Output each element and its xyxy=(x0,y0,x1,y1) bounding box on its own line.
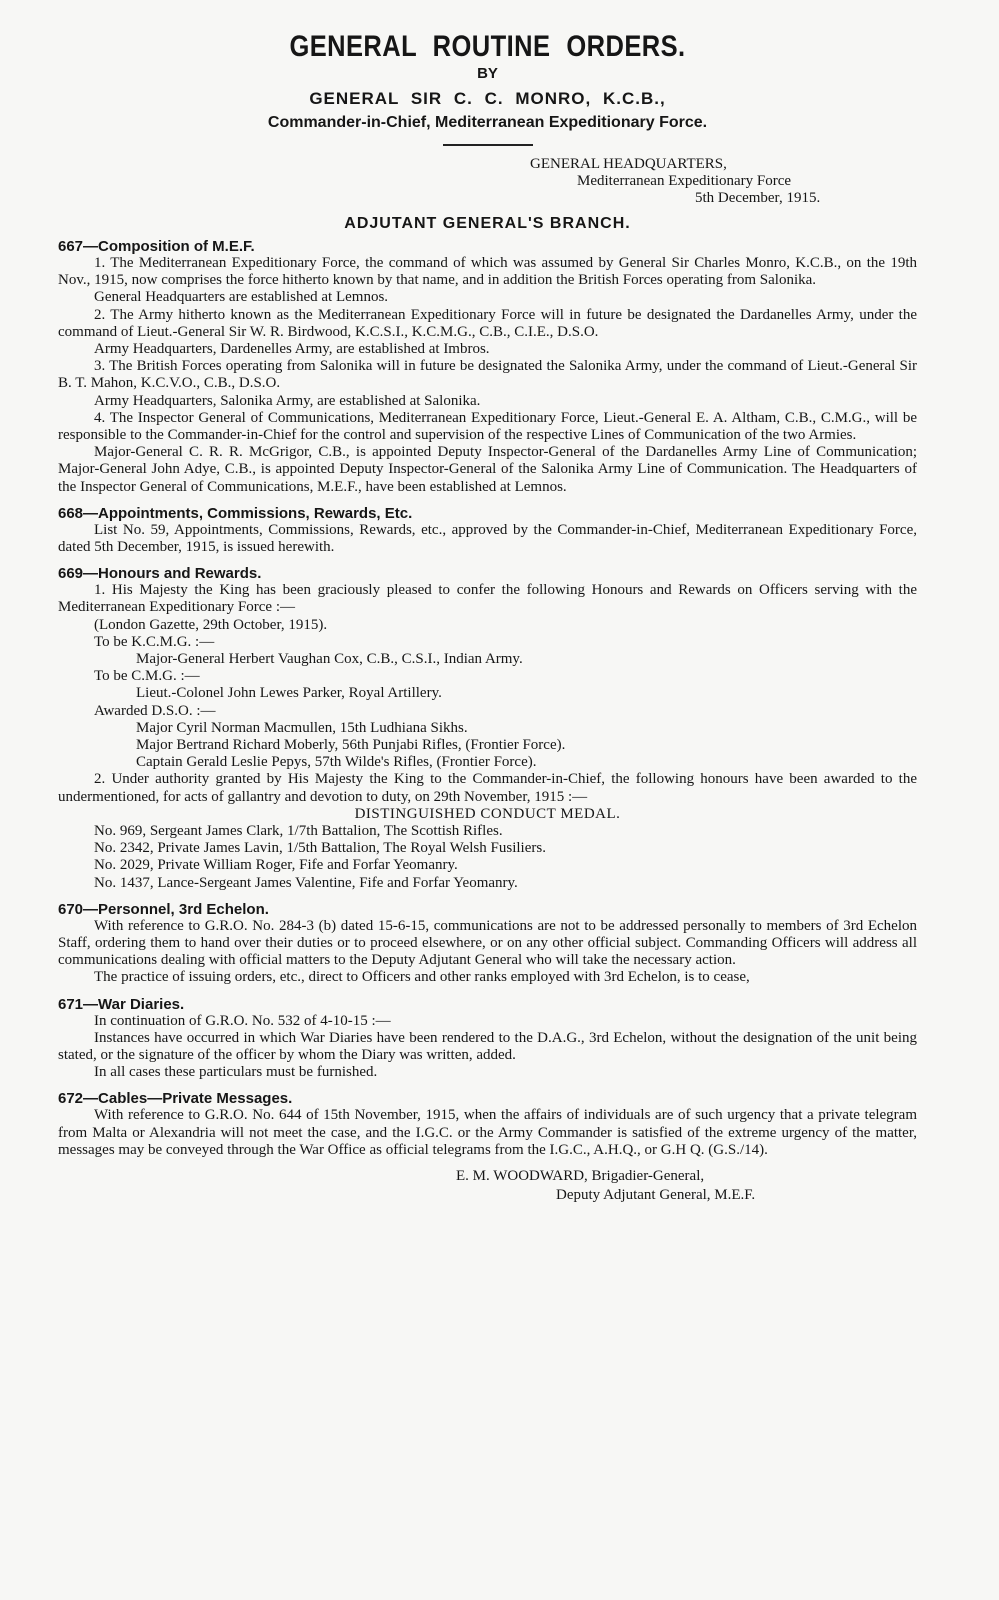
signatory-title: Deputy Adjutant General, M.E.F. xyxy=(556,1186,756,1203)
honour-recipient: Major Cyril Norman Macmullen, 15th Ludhiana Sikhs. xyxy=(136,719,468,736)
paragraph: General Headquarters are established at Lemnos. xyxy=(94,289,389,306)
honour-recipient: Captain Gerald Leslie Pepys, 57th Wilde's Rifles, (Frontier Force). xyxy=(136,754,537,771)
order-669 xyxy=(58,565,917,891)
medal-recipient: No. 969, Sergeant James Clark, 1/7th Battalion, The Scottish Rifles. xyxy=(94,822,503,839)
hq-line-1: GENERAL HEADQUARTERS, xyxy=(530,156,727,172)
medal-recipient: No. 1437, Lance-Sergeant James Valentine, Fife and Forfar Yeomanry. xyxy=(94,874,518,891)
signatory-name: E. M. WOODWARD, Brigadier-General, xyxy=(456,1167,705,1184)
order-671 xyxy=(58,996,917,1082)
paragraph: Major-General C. R. R. McGrigor, C.B., is appointed Deputy Inspector-General of the Dardanelles Army Line of Communication; Major-General John Adye, C.B., is appointed Deputy Inspector-General of the Salonika Army Line of Communication. The Headquarters of the Inspector General of Communications, M.E.F., have been established at Lemnos. xyxy=(58,444,917,495)
paragraph: In continuation of G.R.O. No. 532 of 4-10-15 :— xyxy=(94,1012,391,1029)
honour-label: To be C.M.G. :— xyxy=(94,668,200,685)
order-672 xyxy=(58,1090,917,1159)
header-rule xyxy=(443,144,533,146)
order-670 xyxy=(58,901,917,987)
paragraph: With reference to G.R.O. No. 284-3 (b) dated 15-6-15, communications are not to be addressed personally to members of 3rd Echelon Staff, ordering them to hand over their duties or to proceed elsewhere, or on any other official subject. Commanding Officers will address all communications dealing with official matters to the Deputy Adjutant General who will take the necessary action. xyxy=(58,917,917,969)
order-heading: 668—Appointments, Commissions, Rewards, Etc. xyxy=(58,504,413,522)
paragraph: 2. Under authority granted by His Majesty the King to the Commander-in-Chief, the following honours have been awarded to the undermentioned, for acts of gallantry and devotion to duty, on 29th November, 1915 :— xyxy=(58,771,917,805)
honour-label: Awarded D.S.O. :— xyxy=(94,702,216,719)
document-title: GENERAL ROUTINE ORDERS. xyxy=(289,30,686,63)
order-heading: 667—Composition of M.E.F. xyxy=(58,238,255,255)
order-heading: 672—Cables—Private Messages. xyxy=(58,1090,293,1108)
medal-recipient: No. 2029, Private William Roger, Fife and Forfar Yeomanry. xyxy=(94,857,458,874)
paragraph: Army Headquarters, Salonika Army, are established at Salonika. xyxy=(94,392,481,409)
medal-recipient: No. 2342, Private James Lavin, 1/5th Battalion, The Royal Welsh Fusiliers. xyxy=(94,840,546,857)
order-heading: 670—Personnel, 3rd Echelon. xyxy=(58,900,269,918)
issuer-name: GENERAL SIR C. C. MONRO, K.C.B., xyxy=(309,89,666,108)
hq-line-2: Mediterranean Expeditionary Force xyxy=(577,173,792,189)
order-667 xyxy=(58,238,917,496)
honour-recipient: Lieut.-Colonel John Lewes Parker, Royal Artillery. xyxy=(136,685,442,702)
paragraph: In all cases these particulars must be furnished. xyxy=(94,1064,378,1081)
paragraph: The practice of issuing orders, etc., direct to Officers and other ranks employed with 3rd Echelon, is to cease, xyxy=(94,969,750,986)
paragraph: 3. The British Forces operating from Salonika will in future be designated the Salonika Army, under the command of Lieut.-General Sir B. T. Mahon, K.C.V.O., C.B., D.S.O. xyxy=(58,358,917,392)
order-668 xyxy=(58,505,917,556)
honour-label: To be K.C.M.G. :— xyxy=(94,633,215,650)
signature-block xyxy=(456,1167,917,1205)
order-heading: 669—Honours and Rewards. xyxy=(58,565,262,583)
hq-date: 5th December, 1915. xyxy=(695,190,821,206)
medal-heading: DISTINGUISHED CONDUCT MEDAL. xyxy=(354,805,621,822)
gazette-reference: (London Gazette, 29th October, 1915). xyxy=(94,616,328,633)
honour-recipient: Major-General Herbert Vaughan Cox, C.B., C.S.I., Indian Army. xyxy=(136,651,523,668)
issuer-title: Commander-in-Chief, Mediterranean Expeditionary Force. xyxy=(267,114,708,131)
headquarters-block xyxy=(530,156,917,207)
paragraph: 4. The Inspector General of Communications, Mediterranean Expeditionary Force, Lieut.-General E. A. Altham, C.B., C.M.G., will be responsible to the Commander-in-Chief for the control and supervision of the respective Lines of Communication of the two Armies. xyxy=(58,409,917,444)
paragraph: 1. His Majesty the King has been graciously pleased to confer the following Honours and Rewards on Officers serving with the Mediterranean Expeditionary Force :— xyxy=(58,582,917,616)
paragraph: 2. The Army hitherto known as the Mediterranean Expeditionary Force will in future be designated the Dardanelles Army, under the command of Lieut.-General Sir W. R. Birdwood, K.C.S.I., K.C.M.G., C.B., C.I.E., D.S.O. xyxy=(58,306,917,340)
paragraph: Army Headquarters, Dardenelles Army, are established at Imbros. xyxy=(94,341,490,358)
paragraph: With reference to G.R.O. No. 644 of 15th November, 1915, when the affairs of individuals are of such urgency that a private telegram from Malta or Alexandria will not meet the case, and the I.G.C. or the Army Commander is satisfied of the extreme urgency of the matter, messages may be conveyed through the War Office as official telegrams from the I.G.C., A.H.Q., or G.H Q. (G.S./14). xyxy=(58,1107,917,1158)
paragraph: 1. The Mediterranean Expeditionary Force, the command of which was assumed by General Sir Charles Monro, K.C.B., on the 19th Nov., 1915, now comprises the force hitherto known by that name, and in addition the British Forces operating from Salonika. xyxy=(58,255,917,289)
paragraph: List No. 59, Appointments, Commissions, Rewards, etc., approved by the Commander-in-Chief, Mediterranean Expeditionary Force, dated 5th December, 1915, is issued herewith. xyxy=(58,521,917,556)
paragraph: Instances have occurred in which War Diaries have been rendered to the D.A.G., 3rd Echelon, without the designation of the unit being stated, or the signature of the officer by whom the Diary was written, added. xyxy=(58,1029,917,1063)
order-heading: 671—War Diaries. xyxy=(58,995,185,1013)
by-line: BY xyxy=(477,65,498,82)
branch-heading: ADJUTANT GENERAL'S BRANCH. xyxy=(344,215,631,232)
honour-recipient: Major Bertrand Richard Moberly, 56th Punjabi Rifles, (Frontier Force). xyxy=(136,737,566,754)
